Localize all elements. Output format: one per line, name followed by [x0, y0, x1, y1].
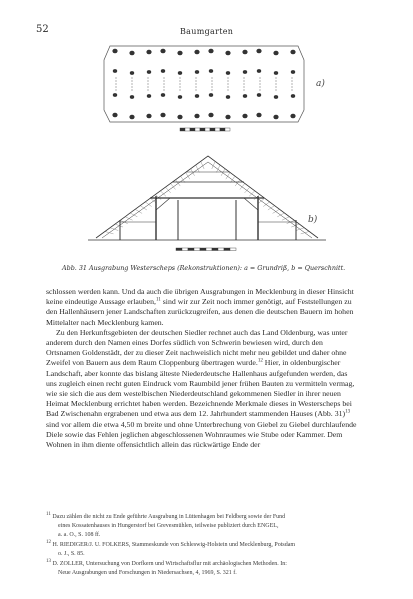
footnote-13-line-2: Neue Ausgrabungen und Forschungen in Niedersachsen, 4, 1969, S. 321 f. — [58, 570, 237, 576]
p2-part-a: Zu den Herkunftsgebieten der deutschen Siedler rechnet auch das Land Oldenburg, was unter anderem durch den Namen eines Dorfes südlich von Schwerin bewiesen wird, durch den Ortsnamen Goldenstädt, der zu dieser Zeit nachweislich nicht mehr neu gebildet und daher ohne Zweifel von Bauern aus dem Raum Cloppenburg übertragen wurde. — [46, 327, 348, 368]
scale-bar-segment — [206, 248, 212, 251]
body-text — [46, 287, 358, 450]
cross-section-scale-bar — [176, 248, 236, 251]
footnote-12-line-1: H. RIEDIGER/J. U. FOLKERS, Stammeskunde von Schleswig-Holstein und Mecklenburg, Potsdam — [52, 542, 296, 548]
footnote-ref-11[interactable]: 11 — [155, 297, 161, 303]
p1-line-4: deutschen Bauern im hohen Mittelalter nach Mecklenburg kamen. — [46, 307, 354, 327]
p2-part-c: sind vor allem die etwa 4,50 m breite und ohne Unterbrechung von Giebel zu Giebel durchlaufende Diele sowie das Fehlen jeglichen abgeschlossenen Wohnraumes wie Stube oder Kammer. Dem Wohnen in ihm diente offensichtlich allein das rückwärtige Ende der — [46, 419, 357, 450]
footnote-13-number: 13 — [46, 559, 51, 564]
footnote-12 — [46, 541, 364, 559]
scale-bar-segment — [194, 248, 200, 251]
p1-line-2: Hinsicht keine eindeutige Aussage erlauben, — [46, 287, 354, 307]
footnote-ref-13[interactable]: 13 — [345, 409, 351, 415]
figure-b-label: b) — [308, 215, 318, 225]
paragraph-2 — [46, 328, 358, 450]
p2-part-b: Hier, in oldenburgischer Landschaft, aber konnte das bislang älteste Niederdeutsche Hallenhaus aufgefunden werden, das uns zugleich einen recht guten Eindruck vom Raumbild jener frühen Bauten zu vermitteln vermag, wie sie sich die aus dem westelbischen Niederdeutschland gekommenen Siedler in ihrer neuen Heimat Mecklenburg errichtet haben werden. Bezeichnende Merkmale dieses in Westerscheps bei Bad Zwischenahn ergrabenen und etwa aus dem 12. Jahrhundert stammenden Hauses (Abb. 31) — [46, 358, 355, 419]
footnotes — [46, 513, 364, 579]
footnote-ref-12[interactable]: 12 — [257, 358, 263, 364]
page-number: 52 — [36, 24, 49, 35]
footnote-11-line-3: a. a. O., S. 108 ff. — [58, 532, 101, 538]
paragraph-1 — [46, 287, 358, 328]
scale-bar-segment — [212, 248, 218, 251]
scale-bar-segment — [224, 248, 230, 251]
scale-bar-segment — [200, 248, 206, 251]
footnote-12-line-2: o. J., S. 85. — [58, 551, 85, 557]
p1-line-1: schlossen werden kann. Und da auch die übrigen Ausgrabungen in Mecklenburg in dieser — [46, 287, 326, 296]
footnote-11-line-1: Dazu zählen die nicht zu Ende geführte Ausgrabung in Lüttenhagen bei Feldberg sowie der Fund — [52, 514, 286, 520]
footnote-11-line-2: eines Kossatenhauses in Hungerstorf bei Grevesmühlen, teilweise publiziert durch ENGEL, — [58, 523, 279, 529]
footnote-11-number: 11 — [46, 512, 51, 517]
footnote-12-number: 12 — [46, 540, 51, 545]
scale-bar-segment — [218, 248, 224, 251]
scale-bar-segment — [188, 248, 194, 251]
scale-bar-segment — [176, 248, 182, 251]
figure-a-label: a) — [316, 79, 325, 89]
footnote-13-line-1: D. ZOLLER, Untersuchung von Dorfkern und Wirtschaftsflur mit archäologischen Methoden. In: — [52, 561, 287, 567]
cross-section-drawing — [88, 156, 326, 240]
p1-line-3: Feststellungen zu den Hallenhäusern jener Landschaften zurückzugreifen, aus denen die — [46, 297, 352, 317]
running-head: Baumgarten — [180, 27, 234, 36]
figure-caption: Abb. 31 Ausgrabung Westerscheps (Rekonstruktionen): a = Grundriß, b = Querschnitt. — [62, 264, 346, 272]
scale-bar-segment — [230, 248, 236, 251]
scale-bar-segment — [182, 248, 188, 251]
footnote-13 — [46, 560, 364, 578]
p1-line-2b: sind wir zur Zeit noch immer genötigt, auf — [162, 297, 296, 307]
footnote-11 — [46, 513, 364, 540]
